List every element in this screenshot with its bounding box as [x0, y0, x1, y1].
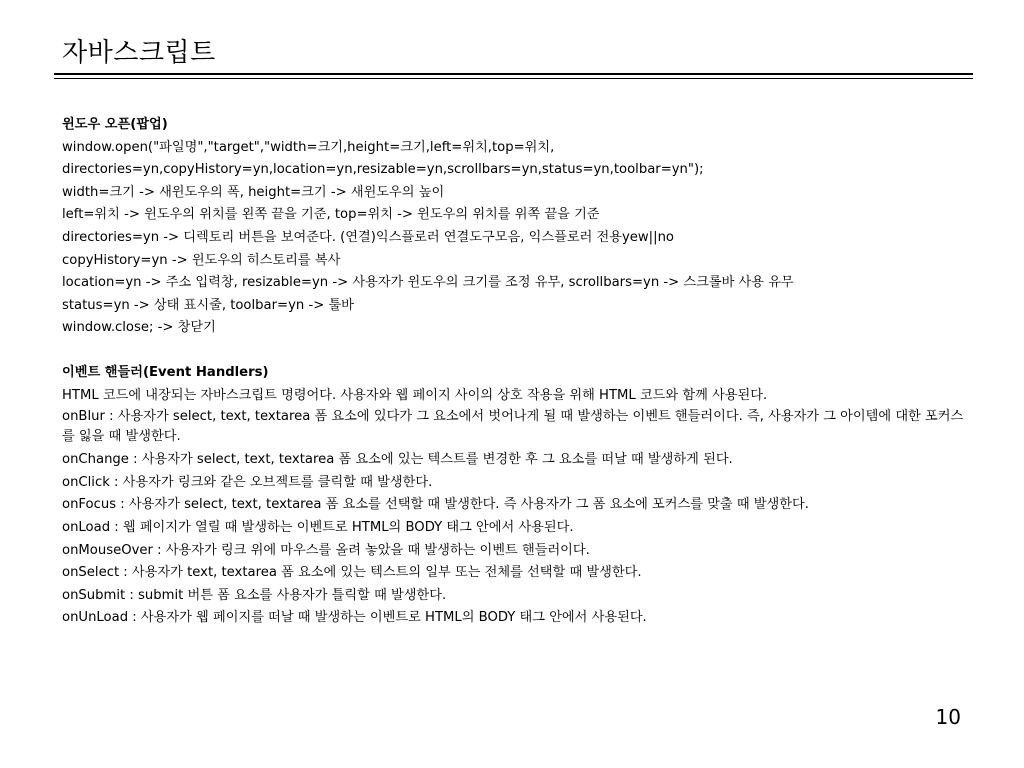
window-open-syntax-line-2: directories=yn,copyHistory=yn,location=yn,resizable=yn,scrollbars=yn,status=yn,toolbar=yn");	[62, 162, 704, 178]
window-open-heading: 윈도우 오픈(팝업)	[62, 117, 168, 132]
status-toolbar-line: status=yn -> 상태 표시줄, toolbar=yn -> 툴바	[62, 297, 354, 313]
location-resizable-line: location=yn -> 주소 입력창, resizable=yn -> 사용자가 윈도우의 크기를 조정 유무, scrollbars=yn -> 스크롤바 사용 유무	[62, 275, 794, 291]
left-top-line: left=위치 -> 윈도우의 위치를 왼쪽 끝을 기준, top=위치 -> 윈도우의 위치를 위쪽 끝을 기준	[62, 207, 600, 223]
onmouseover-description: onMouseOver : 사용자가 링크 위에 마우스를 올려 놓았을 때 발생하는 이벤트 핸들러이다.	[62, 542, 590, 558]
title-divider	[54, 73, 973, 79]
onclick-description: onClick : 사용자가 링크와 같은 오브젝트를 클릭할 때 발생한다.	[62, 474, 433, 490]
onunload-description: onUnLoad : 사용자가 웹 페이지를 떠날 때 발생하는 이벤트로 HTML의 BODY 태그 안에서 사용된다.	[62, 610, 647, 626]
onload-description: onLoad : 웹 페이지가 열릴 때 발생하는 이벤트로 HTML의 BODY 태그 안에서 사용된다.	[62, 519, 574, 535]
event-handlers-heading: 이벤트 핸들러(Event Handlers)	[62, 364, 269, 380]
window-open-syntax-line-1: window.open("파일명","target","width=크기,height=크기,left=위치,top=위치,	[62, 139, 555, 155]
event-handlers-intro: HTML 코드에 내장되는 자바스크립트 명령어다. 사용자와 웹 페이지 사이의 상호 작용을 위해 HTML 코드와 함께 사용된다.	[62, 387, 768, 403]
onchange-description: onChange : 사용자가 select, text, textarea 폼 요소에 있는 텍스트를 변경한 후 그 요소를 떠날 때 발생하게 된다.	[62, 452, 733, 468]
window-close-line: window.close; -> 창닫기	[62, 320, 216, 336]
onsubmit-description: onSubmit : submit 버튼 폼 요소를 사용자가 틀릭할 때 발생한다.	[62, 587, 447, 603]
onselect-description: onSelect : 사용자가 text, textarea 폼 요소에 있는 텍스트의 일부 또는 전체를 선택할 때 발생한다.	[62, 565, 642, 581]
slide-title: 자바스크립트	[62, 38, 216, 68]
directories-line: directories=yn -> 디렉토리 버튼을 보여준다. (연결)익스플로러 연결도구모음, 익스플로러 전용yew||no	[62, 229, 674, 245]
slide-body	[62, 114, 967, 630]
copy-history-line: copyHistory=yn -> 윈도우의 히스토리를 복사	[62, 252, 341, 268]
section-spacer	[62, 340, 967, 362]
page-number: 10	[935, 705, 961, 729]
width-height-line: width=크기 -> 새윈도우의 폭, height=크기 -> 새윈도우의 높이	[62, 184, 445, 200]
onfocus-description: onFocus : 사용자가 select, text, textarea 폼 요소를 선택할 때 발생한다. 즉 사용자가 그 폼 요소에 포커스를 맞출 때 발생한다.	[62, 497, 809, 513]
onblur-description: onBlur : 사용자가 select, text, textarea 폼 요소에 있다가 그 요소에서 벗어나게 될 때 발생하는 이벤트 핸들러이다. 즉, 사용자가 그 아이템에 대한 포커스를 잃을 때 발생한다.	[62, 409, 964, 445]
